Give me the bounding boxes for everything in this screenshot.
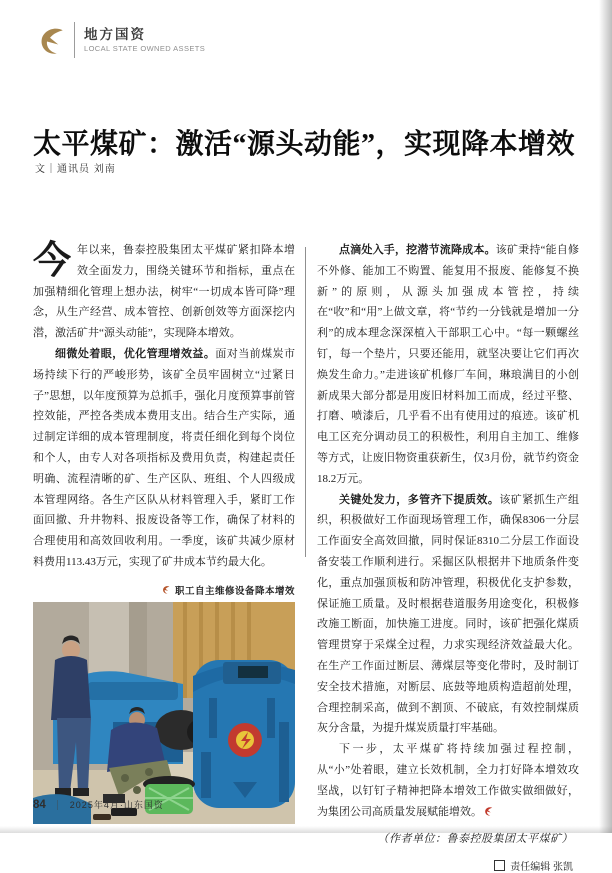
footer-issue: 2025年4月·山东国资 bbox=[69, 800, 164, 810]
drop-cap: 今 bbox=[33, 240, 72, 282]
article-photo-illustration bbox=[33, 602, 295, 824]
photo-caption bbox=[33, 583, 295, 597]
paragraph bbox=[33, 344, 295, 573]
section-title-cn: 地方国资 bbox=[84, 26, 146, 42]
page-header bbox=[38, 22, 205, 58]
paragraph-text: 面对当前煤炭市场持续下行的严峻形势，该矿全员牢固树立“过紧日子”思想，以年度预算为总抓手，强化月度预算事前管控效能，严控各类成本费用支出。结合生产实际，通过制定详细的成本管理制度，将责任细化到每个岗位和个人，由专人对各项指标及费用负责，构建起责任明确、流程清晰的矿、生产区队、班组、个人四级成本管理网络。各生产区队从材料管理入手，紧盯工作面回撤、升井物料、报废设备等工作，确保了材料的合理使用和高效回收利用。一季度，该矿共减少原材料费用113.43万元，实现了矿井成本节约最大化。 bbox=[33, 347, 296, 568]
header-divider bbox=[74, 22, 75, 58]
editor-text: 责任编辑 张凯 bbox=[510, 862, 573, 873]
header-text bbox=[84, 27, 205, 54]
right-column bbox=[317, 240, 579, 873]
page-edge-right bbox=[599, 0, 612, 833]
paragraph-lead: 关键处发力，多管齐下提质效。 bbox=[339, 493, 500, 506]
photo-caption-text: 职工自主维修设备降本增效 bbox=[174, 585, 295, 597]
paragraph-text: 该矿秉持“能自修不外修、能加工不购置、能复用不报废、能修复不换新”的原则，从源头加强成本管控，持续在“收”和“用”上做文章，将“节约一分钱就是增加一分利”的成本理念深深植入干部职工心中。“每一颗螺丝钉，每一个垫片，只要还能用，就坚决要让它们再次焕发生命力。”走进该矿机修厂车间，琳琅满目的小创新成果大部分都是用废旧材料加工而成，经过平整、打磨、喷漆后，几乎看不出有使用过的痕迹。该矿机电工区充分调动员工的积极性，利用自主加工、维修等方式，让废旧物资重获新生，仅3月份，就节约资金18.2万元。 bbox=[317, 244, 580, 485]
page-footer bbox=[33, 797, 164, 812]
page-edge-bottom bbox=[0, 826, 612, 833]
column-divider bbox=[305, 247, 306, 557]
article-body bbox=[33, 240, 579, 873]
footer-separator: ｜ bbox=[52, 801, 63, 812]
article-byline: 文｜通讯员 刘南 bbox=[35, 164, 116, 175]
paragraph-text: 该矿紧抓生产组织，积极做好工作面现场管理工作，确保8306一分层工作面安全高效回撤，同时保证8310二分层工作面设备安装工作顺利进行。采掘区队根据井下地质条件变化，重点加强顶板和防冲管理，积极优化支护参数，保证施工质量。及时根据巷道服务用途变化，积极修改施工断面，加快施工进度。同时，该矿把强化煤质管理贯穿于采煤全过程，力求实现经济效益最大化。在生产工作面过断层、薄煤层等变化带时，及时制订安全技术措施，对断层、底鼓等地质构造超前处理，合理控制采高，做到不割顶、不破底，有效控制煤质灰分含量，为提升煤炭质量打牢基础。 bbox=[317, 493, 580, 735]
paragraph bbox=[317, 739, 579, 822]
paragraph-text: 年以来，鲁泰控股集团太平煤矿紧扣降本增效全面发力，围绕关键环节和指标，重点在加强精细化管理上想办法，树牢“一切成本皆可降”理念，从生产经营、成本管控、创新创效等方面深挖内潜，激活矿井“源头动能”，实现降本增效。 bbox=[33, 244, 295, 340]
white-square-icon bbox=[494, 860, 505, 871]
gold-logo-mark-icon bbox=[162, 585, 171, 594]
article-title: 太平煤矿：激活“源头动能”，实现降本增效 bbox=[33, 128, 576, 160]
paragraph bbox=[317, 490, 579, 740]
red-logo-end-mark-icon bbox=[484, 806, 494, 816]
editor-line bbox=[317, 858, 573, 873]
paragraph-lead: 点滴处入手，挖潜节流降成本。 bbox=[339, 244, 496, 256]
page-number: 84 bbox=[33, 798, 46, 811]
left-column bbox=[33, 240, 295, 873]
magazine-logo-icon bbox=[38, 24, 68, 56]
paragraph-lead: 细微处着眼，优化管理增效益。 bbox=[55, 347, 216, 360]
paragraph bbox=[33, 240, 295, 344]
article-photo bbox=[33, 602, 295, 824]
paragraph bbox=[317, 240, 579, 490]
section-title-en: LOCAL STATE OWNED ASSETS bbox=[84, 43, 206, 53]
paragraph-text: 下一步，太平煤矿将持续加强过程控制，从“小”处着眼，建立长效机制，全力打好降本增效攻坚战，以钉钉子精神把降本增效工作做实做细做好，为集团公司高质量发展赋能增效。 bbox=[317, 743, 579, 818]
author-note: （作者单位：鲁泰控股集团太平煤矿） bbox=[377, 833, 573, 846]
